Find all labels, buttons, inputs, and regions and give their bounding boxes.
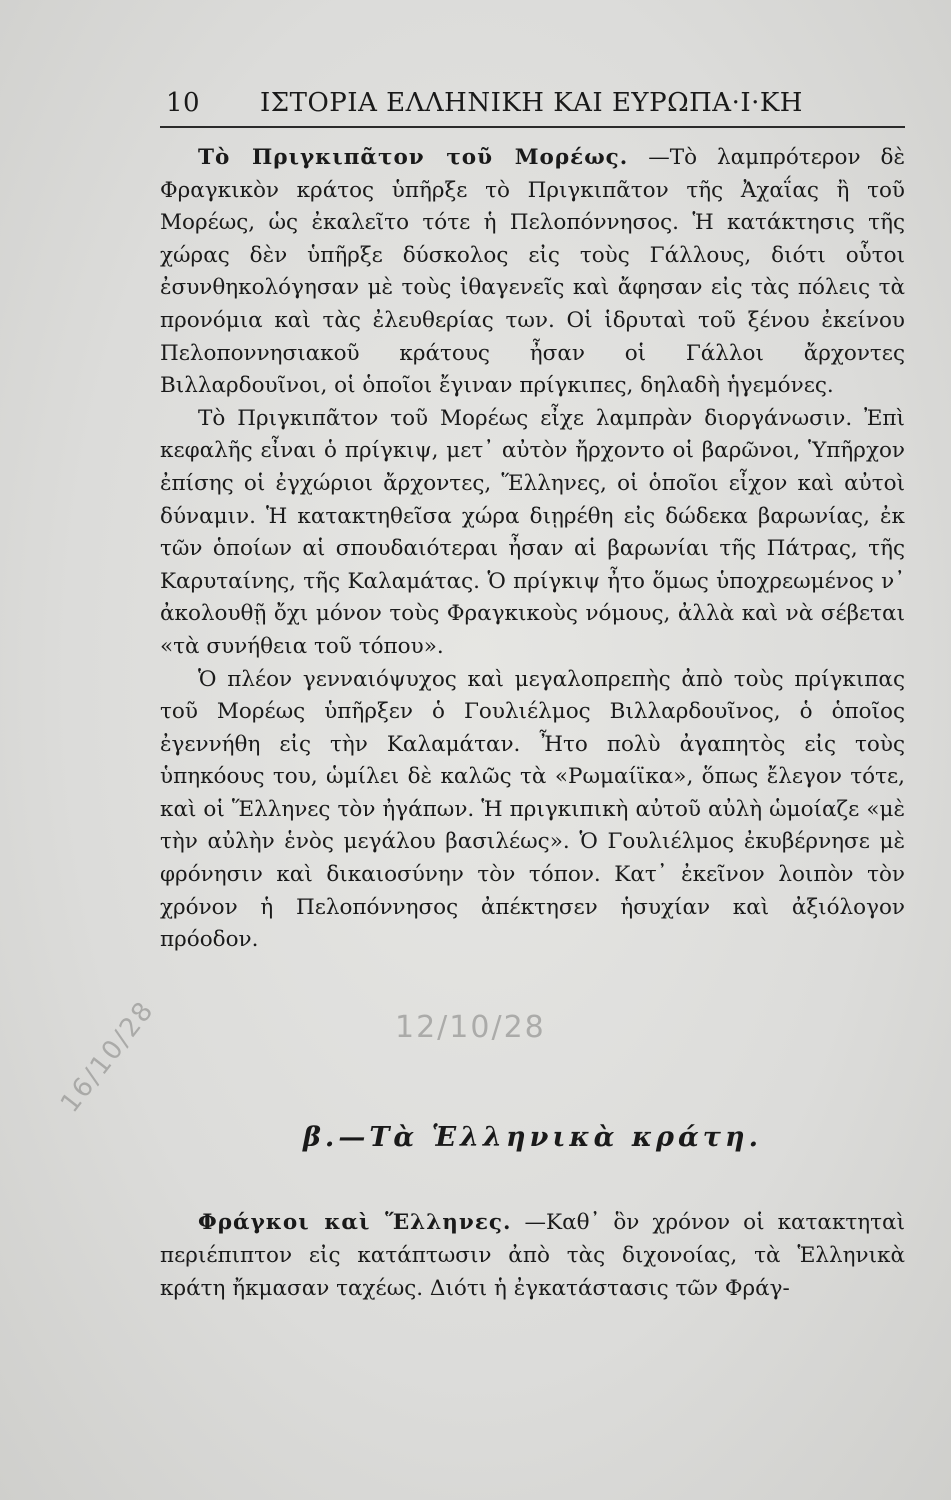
running-header [160, 82, 905, 128]
paragraph-4 [160, 1206, 905, 1305]
section-principality-of-morea [160, 142, 905, 957]
section-franks-and-greeks [160, 1206, 905, 1305]
paragraph-2: Τὸ Πριγκιπᾶτον τοῦ Μορέως εἶχε λαμπρὰν διοργάνωσιν. Ἐπὶ κεφαλῆς εἶναι ὁ πρίγκιψ, μετ᾽ αὐτὸν ἤρχοντο οἱ βαρῶνοι, Ὑπῆρχον ἐπίσης οἱ ἐγχώριοι ἄρχοντες, Ἕλληνες, οἱ ὁποῖοι εἶχον καὶ αὐτοὶ δύναμιν. Ἡ κατακτηθεῖσα χώρα διῃρέθη εἰς δώδεκα βαρωνίας, ἐκ τῶν ὁποίων αἱ σπουδαιότεραι ἦσαν αἱ βαρωνίαι τῆς Πάτρας, τῆς Καρυταίνης, τῆς Καλαμάτας. Ὁ πρίγκιψ ἦτο ὅμως ὑποχρεωμένος ν᾽ ἀκολουθῇ ὄχι μόνον τοὺς Φραγκικοὺς νόμους, ἀλλὰ καὶ νὰ σέβεται «τὰ συνήθεια τοῦ τόπου». [160, 405, 905, 659]
running-title: ΙΣΤΟΡΙΑ ΕΛΛΗΝΙΚΗ ΚΑΙ ΕΥΡΩΠΑ·Ι·ΚΗ [260, 88, 803, 118]
section-title: β.—Τὰ Ἑλληνικὰ κράτη. [302, 1122, 762, 1153]
handwritten-date-stamp-margin: 16/10/28 [55, 995, 161, 1119]
paragraph-text: —Τὸ λαμπρότερον δὲ Φραγκικὸν κράτος ὑπῆρξε τὸ Πριγκιπᾶτον τῆς Ἀχαΐας ἢ τοῦ Μορέως, ὡς ἐκαλεῖτο τότε ἡ Πελοπόννησος. Ἡ κατάκτησις τῆς χώρας δὲν ὑπῆρξε δύσκολος εἰς τοὺς Γάλλους, διότι οὗτοι ἐσυνθηκολόγησαν μὲ τοὺς ἰθαγενεῖς καὶ ἄφησαν εἰς τὰς πόλεις τὰ προνόμια καὶ τὰς ἐλευθερίας των. Οἱ ἱδρυταὶ τοῦ ξένου ἐκείνου Πελοποννησιακοῦ κράτους ἦσαν οἱ Γάλλοι ἄρχοντες Βιλλαρδουῖνοι, οἱ ὁποῖοι ἔγιναν πρίγκιπες, δηλαδὴ ἡγεμόνες. [160, 145, 906, 399]
handwritten-date-stamp: 12/10/28 [395, 1010, 546, 1045]
paragraph-1 [160, 142, 905, 403]
paragraph-text: —Καθ᾽ ὃν χρόνον οἱ κατακτηταὶ περιέπιπτον εἰς κατάπτωσιν ἀπὸ τὰς διχονοίας, τὰ Ἑλληνικὰ κράτη ἤκμασαν ταχέως. Διότι ἡ ἐγκατάστασις τῶν Φράγ- [160, 1210, 905, 1301]
paragraph-heading: Φράγκοι καὶ Ἕλληνες. [198, 1210, 512, 1235]
paragraph-3: Ὁ πλέον γενναιόψυχος καὶ μεγαλοπρεπὴς ἀπὸ τοὺς πρίγκιπας τοῦ Μορέως ὑπῆρξεν ὁ Γουλιέλμος Βιλλαρδουῖνος, ὁ ὁποῖος ἐγεννήθη εἰς τὴν Καλαμάταν. Ἦτο πολὺ ἀγαπητὸς εἰς τοὺς ὑπηκόους του, ὡμίλει δὲ καλῶς τὰ «Ρωμαίϊκα», ὅπως ἔλεγον τότε, καὶ οἱ Ἕλληνες τὸν ἠγάπων. Ἡ πριγκιπικὴ αὐτοῦ αὐλὴ ὡμοίαζε «μὲ τὴν αὐλὴν ἑνὸς μεγάλου βασιλέως». Ὁ Γουλιέλμος ἐκυβέρνησε μὲ φρόνησιν καὶ δικαιοσύνην τὸν τόπον. Κατ᾽ ἐκεῖνον λοιπὸν τὸν χρόνον ἡ Πελοπόννησος ἀπέκτησεν ἡσυχίαν καὶ ἀξιόλογον πρόοδον. [160, 666, 905, 953]
page-number: 10 [166, 88, 201, 118]
paragraph-heading: Τὸ Πριγκιπᾶτον τοῦ Μορέως. [198, 145, 629, 170]
